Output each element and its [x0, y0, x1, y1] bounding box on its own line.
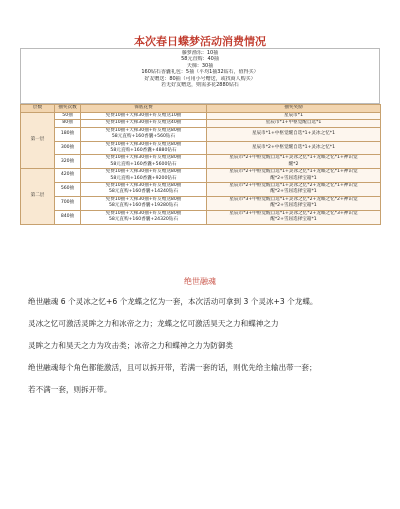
table-row	[21, 183, 381, 197]
cost-line: 58元直购+160香囊+14240钻石	[108, 189, 179, 195]
cost-cell	[81, 169, 207, 183]
intro-line: 若无好友赠送，则需多花2880钻石	[161, 82, 239, 89]
cost-cell	[81, 210, 207, 224]
reward-cell	[207, 196, 381, 210]
paragraph: 绝世融魂 6 个灵冰之忆+6 个龙蝶之忆为一套，本次活动可拿到 3 个灵冰+3 个龙蝶。	[28, 297, 318, 306]
reward-line: 醒*2+雪屈选择宝箱*1	[270, 217, 317, 223]
cost-cell	[81, 120, 207, 127]
reward-line: 星辰币*2+中枢觉醒自选*1+灵冰之忆*1+龙蝶之忆*1+神识觉	[229, 169, 358, 175]
count-cell: 420抽	[55, 169, 81, 183]
count-cell: 700抽	[55, 196, 81, 210]
cost-line: 免费10抽+天梯30抽+好友赠送40抽	[105, 120, 182, 126]
cost-line: 58元直购+160香囊+4880钻石	[110, 148, 177, 154]
reward-line: 醒*2	[288, 161, 299, 167]
stage-cell: 第一层	[21, 113, 55, 169]
header-reward: 抽奖奖励	[207, 105, 381, 113]
cost-line: 免费10抽+天梯30抽+好友赠送80抽	[105, 169, 182, 175]
intro-line: 160钻石香囊礼包：5抽（平均1抽32钻石，值得买）	[141, 69, 259, 76]
count-cell: 840抽	[55, 210, 81, 224]
paragraph: 灵眸之力和昊天之力为攻击类；冰帝之力和蝶神之力为防御类	[28, 341, 234, 350]
cost-line: 58元直购+160香囊+24320钻石	[108, 217, 179, 223]
count-cell: 180抽	[55, 127, 81, 141]
reward-line: 醒*2+雪屈选择宝箱*1	[270, 203, 317, 209]
reward-cell	[207, 169, 381, 183]
intro-box	[20, 48, 380, 104]
count-cell: 80抽	[55, 120, 81, 127]
reward-line: 醒*2+雪屈选择宝箱*1	[270, 189, 317, 195]
cost-cell	[81, 141, 207, 155]
stage-cell: 第二层	[21, 169, 55, 224]
reward-line: 星辰币*1+中枢觉醒自选*1	[265, 120, 322, 126]
cost-cell	[81, 155, 207, 169]
table-row	[21, 210, 381, 224]
cost-line: 免费10抽+天梯30抽+好友赠送80抽	[105, 127, 182, 133]
reward-line: 星辰币*1	[283, 113, 303, 118]
reward-cell	[207, 120, 381, 127]
cost-cell	[81, 183, 207, 197]
reward-line: 星辰币*2+中枢觉醒自选*1+灵冰之忆*2+龙蝶之忆*1+神识觉	[229, 183, 358, 189]
cost-line: 58元直购+160香囊+560钻石	[111, 134, 176, 140]
intro-line: 好友赠送：80抽（可用小号赠送，或找商人购买）	[144, 75, 256, 82]
cost-line: 免费10抽+天梯30抽+好友赠送80抽	[105, 155, 182, 161]
reward-line: 醒*2+雪屈选择宝箱*1	[270, 175, 317, 181]
header-stage: 层数	[21, 105, 55, 113]
cost-cell	[81, 196, 207, 210]
reward-cell	[207, 127, 381, 141]
table-row	[21, 120, 381, 127]
reward-cell	[207, 141, 381, 155]
cost-cell	[81, 127, 207, 141]
cost-line: 免费10抽+天梯30抽+好友赠送80抽	[105, 183, 182, 189]
cost-line: 58元直购+160香囊+19280钻石	[108, 203, 179, 209]
intro-line: 藤萝渔乐：10抽	[181, 50, 219, 56]
intro-line: 天梯：30抽	[186, 62, 214, 69]
paragraph: 灵冰之忆可激活灵眸之力和冰帝之力；龙蝶之忆可激活昊天之力和蝶神之力	[28, 319, 279, 328]
table-row	[21, 141, 381, 155]
reward-cell	[207, 183, 381, 197]
cost-line: 免费10抽+天梯30抽+好友赠送80抽	[105, 210, 182, 216]
reward-line: 星辰币*3+中枢觉醒自选*1+灵冰之忆*2+龙蝶之忆*3+神识觉	[229, 210, 358, 216]
reward-line: 星辰币*2+中枢觉醒自选*1+灵冰之忆*1	[251, 144, 336, 150]
count-cell: 320抽	[55, 155, 81, 169]
cost-line: 58元直购+160香囊+9200钻石	[110, 175, 177, 181]
reward-cell	[207, 155, 381, 169]
intro-line: 58元直购：40抽	[181, 56, 219, 63]
table-row	[21, 113, 381, 120]
reward-line: 星辰币*1+中枢觉醒自选*1+灵冰之忆*1	[251, 131, 336, 137]
count-cell: 300抽	[55, 141, 81, 155]
reward-line: 星辰币*2+中枢觉醒自选*1+灵冰之忆*1+龙蝶之忆*1+神识觉	[229, 155, 358, 161]
reward-line: 星辰币*3+中枢觉醒自选*1+灵冰之忆*2+龙蝶之忆*2+神识觉	[229, 196, 358, 202]
reward-cell	[207, 210, 381, 224]
header-count: 抽奖次数	[55, 105, 81, 113]
paragraph: 绝世融魂每个角色都能激活，且可以拆开带，若满一套的话，则优先给主输出带一套；	[28, 363, 317, 372]
cost-cell	[81, 113, 207, 120]
cost-line: 免费10抽+天梯30抽+好友赠送80抽	[105, 141, 182, 147]
count-cell: 50抽	[55, 113, 81, 120]
cost-line: 58元直购+160香囊+5600钻石	[110, 161, 177, 167]
table-row	[21, 196, 381, 210]
page-title: 本次春日蝶梦活动消费情况	[134, 35, 266, 48]
count-cell: 560抽	[55, 183, 81, 197]
draw-cost-table	[20, 104, 381, 225]
table-row	[21, 169, 381, 183]
table-header-row	[21, 105, 381, 113]
cost-line: 免费10抽+天梯30抽+好友赠送10抽	[105, 113, 182, 118]
section-title: 绝世融魂	[184, 277, 216, 286]
table-row	[21, 155, 381, 169]
paragraph: 若不满一套，则拆开带。	[28, 385, 112, 394]
cost-line: 免费10抽+天梯30抽+好友赠送80抽	[105, 196, 182, 202]
reward-cell	[207, 113, 381, 120]
header-cost: 保底花费	[81, 105, 207, 113]
table-row	[21, 127, 381, 141]
